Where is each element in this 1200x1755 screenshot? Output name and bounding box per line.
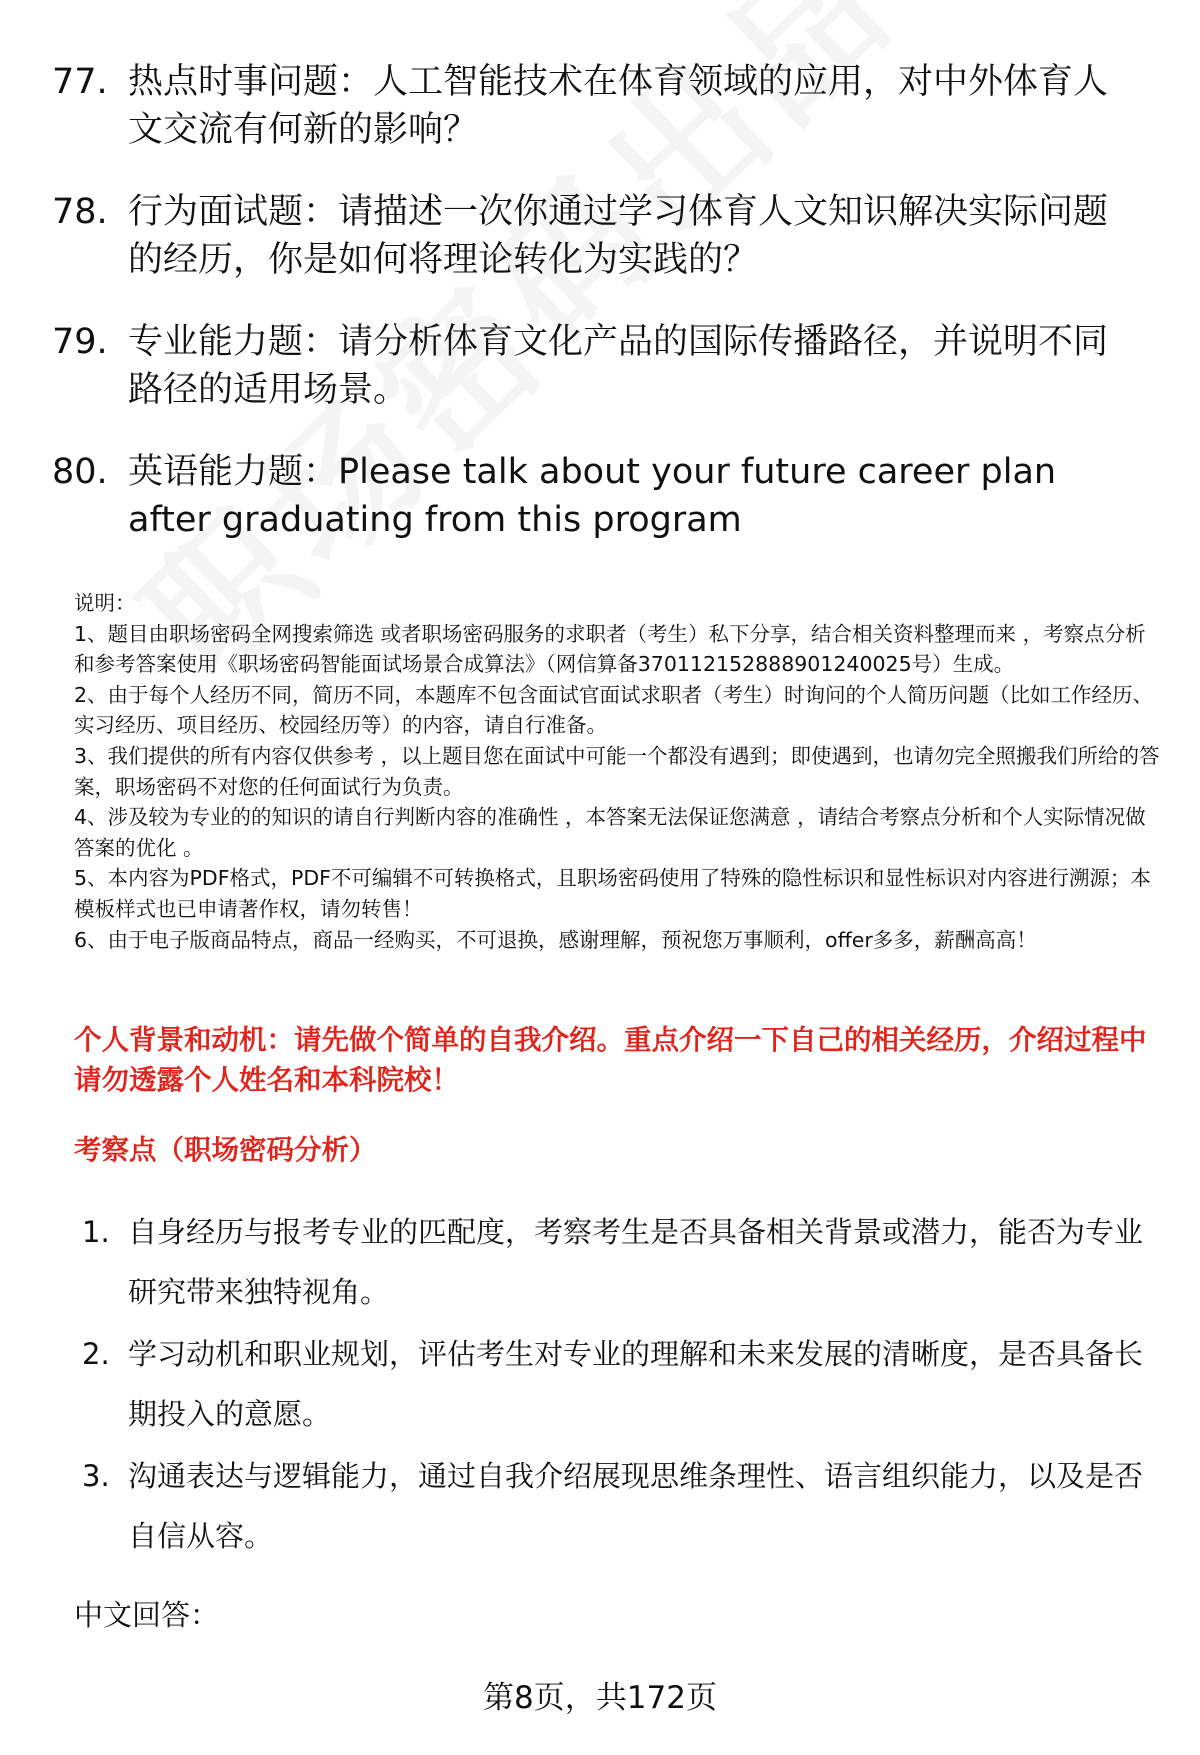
note-item: 5、本内容为PDF格式，PDF不可编辑不可转换格式，且职场密码使用了特殊的隐性标识和显性标识对内容进行溯源；本模板样式也已申请著作权，请勿转售！: [74, 866, 1151, 921]
point-text: 沟通表达与逻辑能力，通过自我介绍展现思维条理性、语言组织能力，以及是否自信从容。: [128, 1459, 1144, 1553]
background-question: 个人背景和动机：请先做个简单的自我介绍。重点介绍一下自己的相关经历，介绍过程中请勿透露个人姓名和本科院校！: [74, 1024, 1147, 1096]
question-item: [52, 188, 1142, 284]
point-number: 2.: [82, 1337, 110, 1371]
question-item: [52, 318, 1142, 414]
note-item: 4、涉及较为专业的的知识的请自行判断内容的准确性 ，本答案无法保证您满意 ，请结合考察点分析和个人实际情况做答案的优化 。: [74, 805, 1146, 860]
question-number: 77.: [52, 62, 108, 102]
question-text: 行为面试题：请描述一次你通过学习体育人文知识解决实际问题的经历，你是如何将理论转化为实践的？: [128, 192, 1109, 280]
point-text: 学习动机和职业规划，评估考生对专业的理解和未来发展的清晰度，是否具备长期投入的意愿。: [128, 1337, 1144, 1431]
assessment-points-list: [82, 1202, 1152, 1568]
question-text: 专业能力题：请分析体育文化产品的国际传播路径，并说明不同路径的适用场景。: [128, 322, 1109, 410]
question-number: 80.: [52, 452, 108, 492]
question-number: 78.: [52, 192, 108, 232]
point-number: 3.: [82, 1459, 110, 1493]
answer-label: 中文回答：: [74, 1598, 220, 1632]
page-footer: 第8页，共172页: [483, 1680, 717, 1716]
assessment-point: [82, 1202, 1152, 1322]
assessment-point: [82, 1446, 1152, 1566]
note-item: 1、题目由职场密码全网搜索筛选 或者职场密码服务的求职者（考生）私下分享，结合相关资料整理而来 ，考察点分析和参考答案使用《职场密码智能面试场景合成算法》（网信算备370112152888901240025号）生成。: [74, 621, 1146, 677]
question-text: 英语能力题：Please talk about your future career plan after graduating from this program: [128, 452, 1057, 540]
question-item: [52, 58, 1142, 154]
points-heading: 考察点（职场密码分析）: [74, 1134, 377, 1166]
notes-section: [74, 588, 1162, 955]
question-item: [52, 448, 1142, 544]
note-item: 3、我们提供的所有内容仅供参考 ，以上题目您在面试中可能一个都没有遇到；即使遇到，也请勿完全照搬我们所给的答案，职场密码不对您的任何面试行为负责。: [74, 743, 1160, 799]
assessment-point: [82, 1324, 1152, 1444]
question-list: [52, 58, 1142, 578]
point-text: 自身经历与报考专业的匹配度，考察考生是否具备相关背景或潜力，能否为专业研究带来独特视角。: [128, 1215, 1144, 1309]
note-item: 6、由于电子版商品特点，商品一经购买，不可退换，感谢理解，预祝您万事顺利，offer多多，薪酬高高！: [74, 927, 1037, 952]
point-number: 1.: [82, 1215, 110, 1249]
note-item: 2、由于每个人经历不同，简历不同，本题库不包含面试官面试求职者（考生）时询问的个人简历问题（比如工作经历、实习经历、项目经历、校园经历等）的内容，请自行准备。: [74, 682, 1154, 738]
question-text: 热点时事问题：人工智能技术在体育领域的应用，对中外体育人文交流有何新的影响？: [128, 62, 1109, 150]
notes-title: 说明：: [74, 591, 136, 615]
question-number: 79.: [52, 322, 108, 362]
